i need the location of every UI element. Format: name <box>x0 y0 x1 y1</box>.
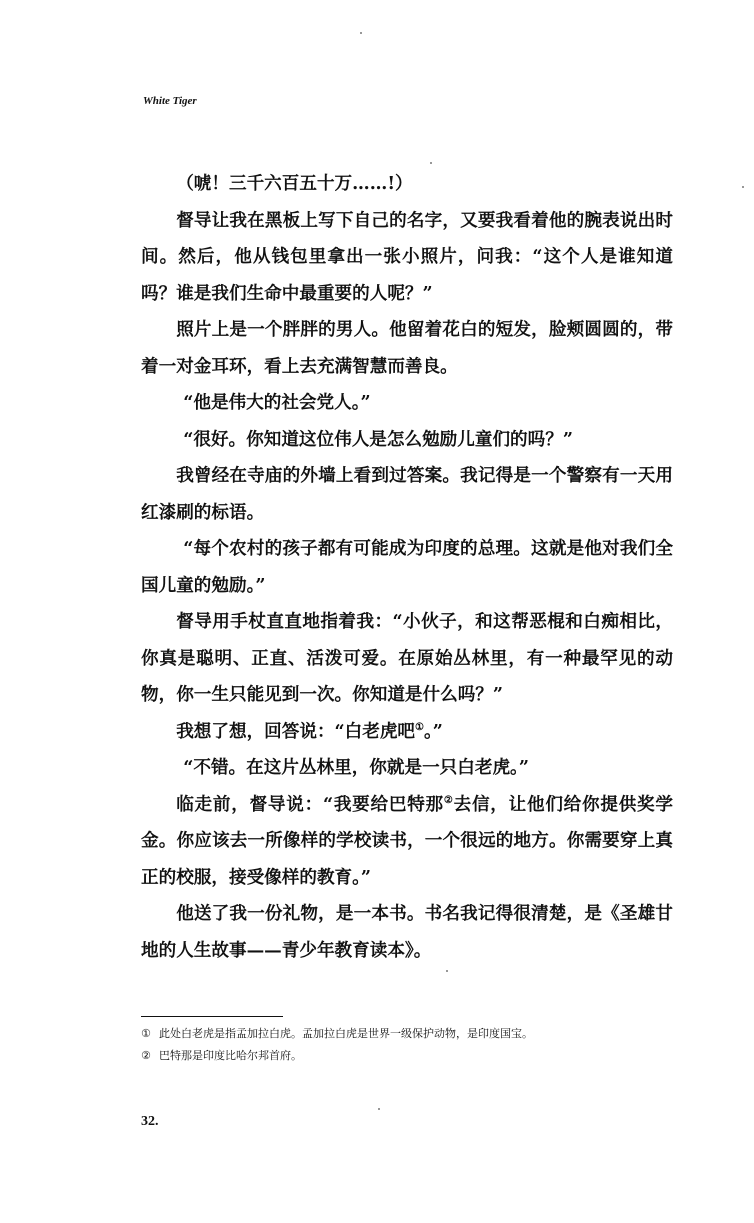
footnote <box>141 1023 701 1045</box>
scan-speck <box>446 970 448 972</box>
footnote-ref[interactable]: ① <box>415 721 424 733</box>
paragraph: “不错。在这片丛林里，你就是一只白老虎。” <box>183 757 529 778</box>
paragraph-text: 临走前，督导说：“我要给巴特那 <box>176 793 444 815</box>
paragraph: 督导用手杖直直地指着我：“小伙子，和这帮恶棍和白痴相比，你真是聪明、正直、活泼可爱。在原始丛林里，有一种最罕见的动物，你一生只能见到一次。你知道是什么吗？” <box>141 611 673 705</box>
scan-speck <box>430 162 432 164</box>
footnote-mark: ① <box>141 1027 151 1040</box>
footnote-divider <box>141 1016 283 1017</box>
paragraph-text: 。” <box>424 720 443 742</box>
paragraph: “他是伟大的社会党人。” <box>183 392 371 413</box>
paragraph: （唬！三千六百五十万……!） <box>176 173 413 194</box>
body-text <box>141 166 673 969</box>
paragraph <box>141 787 673 897</box>
scan-speck <box>378 1108 380 1110</box>
paragraph: 我曾经在寺庙的外墙上看到过答案。我记得是一个警察有一天用红漆刷的标语。 <box>141 465 673 523</box>
paragraph: “很好。你知道这位伟人是怎么勉励儿童们的吗？” <box>183 428 573 450</box>
scan-speck <box>742 186 744 188</box>
scan-speck <box>360 32 362 34</box>
footnote-text: 此处白老虎是指孟加拉白虎。孟加拉白虎是世界一级保护动物，是印度国宝。 <box>159 1027 533 1040</box>
paragraph: 督导让我在黑板上写下自己的名字，又要我看着他的腕表说出时间。然后，他从钱包里拿出一张小照片，问我：“这个人是谁知道吗？谁是我们生命中最重要的人呢？” <box>141 209 673 304</box>
paragraph: 照片上是一个胖胖的男人。他留着花白的短发，脸颊圆圆的，带着一对金耳环，看上去充满智慧而善良。 <box>141 319 673 377</box>
footnote <box>141 1045 701 1067</box>
paragraph: “每个农村的孩子都有可能成为印度的总理。这就是他对我们全国儿童的勉励。” <box>141 538 673 596</box>
page-number: 32. <box>141 1114 159 1129</box>
running-header: White Tiger <box>143 95 197 107</box>
paragraph-text: 我想了想，回答说：“白老虎吧 <box>176 720 416 742</box>
footnote-mark: ② <box>141 1049 151 1062</box>
paragraph: 他送了我一份礼物，是一本书。书名我记得很清楚，是《圣雄甘地的人生故事——青少年教育读本》。 <box>141 903 673 961</box>
paragraph <box>141 714 673 751</box>
footnote-ref[interactable]: ② <box>443 794 454 806</box>
footnote-text: 巴特那是印度比哈尔邦首府。 <box>159 1049 302 1062</box>
paragraph-text: 去信，让他们给你提供奖学金。你应该去一所像样的学校读书，一个很远的地方。你需要穿上真正的校服，接受像样的教育。” <box>141 793 673 888</box>
footnotes <box>141 1023 701 1067</box>
